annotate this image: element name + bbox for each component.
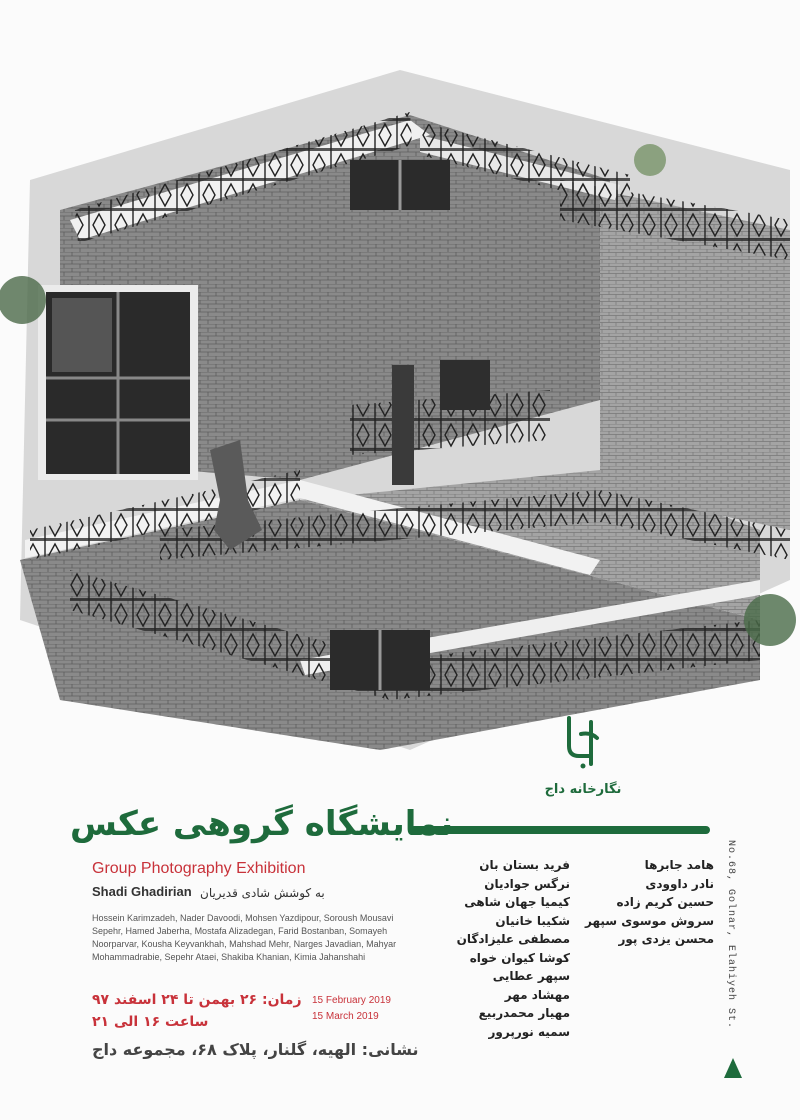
artist-name: کیمیا جهان شاهی bbox=[464, 895, 570, 909]
artist-name: سمیه نورپرور bbox=[488, 1024, 570, 1039]
date-start: 15 February 2019 bbox=[312, 995, 391, 1006]
title-persian: نمایشگاه گروهی عکس bbox=[70, 804, 454, 844]
artist-name: سروش موسوی سپهر bbox=[585, 913, 714, 928]
artist-name: سپهر عطایی bbox=[492, 969, 570, 983]
curator-persian: به کوشش شادی قدیریان bbox=[200, 886, 325, 900]
artist-name: کوشا کیوان خواه bbox=[469, 950, 570, 965]
artist-name: نرگس جوادیان bbox=[484, 876, 570, 891]
artist-name: مهیار محمدربیع bbox=[478, 1006, 570, 1020]
building-illustration bbox=[0, 60, 800, 750]
artists-persian-column-2 bbox=[440, 856, 570, 1041]
date-end: 15 March 2019 bbox=[312, 1011, 379, 1022]
artist-name: هامد جابرها bbox=[644, 858, 714, 872]
artist-name: نادر داوودی bbox=[645, 876, 714, 891]
artists-english-list: Hossein Karimzadeh, Nader Davoodi, Mohsen Yazdipour, Soroush Mousavi Sepehr, Hamed Jaberha, Mostafa Alizadegan, Farid Bostanban, Somayeh Noorparvar, Kousha Keyvankhah, Mahshad Mehr, Narges Javadian, Mahyar Mohammadrabie, Sepehr Ataei, Shakiba Khanian, Kimia Jahanshahi bbox=[92, 913, 397, 962]
gallery-name: نگارخانه داج bbox=[544, 782, 622, 797]
title-english: Group Photography Exhibition bbox=[92, 860, 306, 877]
title-brush-stroke bbox=[410, 826, 710, 834]
triangle-icon bbox=[724, 1058, 742, 1078]
address-persian: نشانی: الهیه، گلنار، پلاک ۶۸، مجموعه داج bbox=[92, 1040, 419, 1059]
artists-persian-column-1 bbox=[584, 856, 714, 949]
side-address bbox=[722, 840, 742, 1030]
curator-english: Shadi Ghadirian bbox=[92, 884, 192, 899]
side-address-text: No.68, Golnar, Elahiyeh St. bbox=[725, 840, 736, 1030]
daj-gallery-logo-icon bbox=[561, 712, 605, 772]
date-english bbox=[312, 993, 391, 1025]
artist-name: مصطفی علیزادگان bbox=[456, 932, 570, 946]
date-persian: زمان: ۲۶ بهمن تا ۲۴ اسفند ۹۷ bbox=[92, 992, 302, 1008]
time-persian: ساعت ۱۶ الی ۲۱ bbox=[92, 1014, 209, 1030]
artist-name: محسن یزدی پور bbox=[618, 932, 714, 946]
artist-name: شکیبا خانیان bbox=[495, 913, 570, 928]
artist-name: مهشاد مهر bbox=[504, 987, 570, 1002]
artist-name: فرید بستان بان bbox=[479, 858, 570, 872]
building-photo bbox=[0, 60, 800, 750]
artist-name: حسین کریم زاده bbox=[616, 895, 714, 909]
gallery-logo bbox=[538, 712, 628, 797]
